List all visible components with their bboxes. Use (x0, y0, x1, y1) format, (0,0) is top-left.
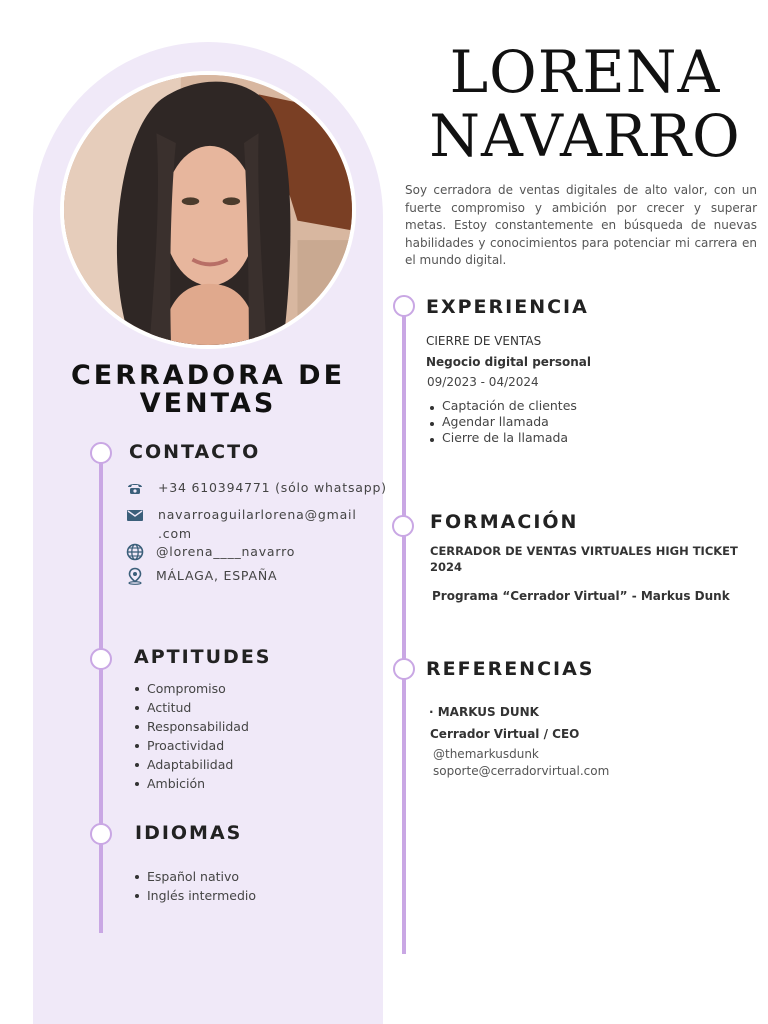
experience-dates: 09/2023 - 04/2024 (427, 375, 539, 389)
reference-role: Cerrador Virtual / CEO (430, 727, 580, 741)
education-program: Programa “Cerrador Virtual” - Markus Dunk (432, 589, 730, 603)
list-item: Ambición (133, 774, 249, 793)
contact-location (126, 566, 277, 585)
list-item: Español nativo (133, 867, 256, 886)
location-pin-icon (126, 567, 144, 585)
phone-icon (126, 479, 144, 497)
full-name (400, 40, 768, 168)
reference-handle[interactable]: @themarkusdunk (433, 747, 539, 761)
skills-heading: APTITUDES (134, 646, 272, 668)
list-item: Adaptabilidad (133, 755, 249, 774)
contact-email (126, 505, 357, 543)
languages-list (133, 867, 256, 905)
contact-instagram (126, 542, 295, 561)
contact-dot (90, 442, 112, 464)
reference-email[interactable]: soporte@cerradorvirtual.com (433, 764, 610, 778)
email-line2: .com (158, 526, 192, 541)
profile-summary: Soy cerradora de ventas digitales de alto valor, con un fuerte compromiso y ambición por crecer y superar metas. Estoy constantemente en búsqueda de nuevas habilidades y conocimientos para potenciar mi carrera en el mundo digital. (405, 183, 757, 267)
education-dot (392, 515, 414, 537)
education-heading: FORMACIÓN (430, 511, 579, 533)
contact-heading: CONTACTO (129, 441, 261, 463)
location-text: MÁLAGA, ESPAÑA (156, 568, 278, 583)
list-item: Responsabilidad (133, 717, 249, 736)
list-item: Cierre de la llamada (428, 430, 577, 446)
experience-heading: EXPERIENCIA (426, 296, 589, 318)
experience-company: Negocio digital personal (426, 355, 591, 369)
experience-tasks (428, 398, 577, 446)
list-item: Compromiso (133, 679, 249, 698)
references-dot (393, 658, 415, 680)
references-heading: REFERENCIAS (426, 658, 595, 680)
list-item: Proactividad (133, 736, 249, 755)
email-line1: navarroaguilarlorena@gmail (158, 507, 357, 522)
languages-dot (90, 823, 112, 845)
mail-icon (126, 506, 144, 524)
name-line2: NAVARRO (429, 102, 741, 170)
profile-photo (60, 71, 356, 349)
list-item: Inglés intermedio (133, 886, 256, 905)
languages-heading: IDIOMAS (135, 822, 243, 844)
experience-dot (393, 295, 415, 317)
contact-phone (126, 478, 387, 497)
experience-role: CIERRE DE VENTAS (426, 334, 542, 348)
list-item: Agendar llamada (428, 414, 577, 430)
job-title (60, 362, 356, 418)
job-title-line1: CERRADORA DE (70, 360, 346, 391)
list-item: Actitud (133, 698, 249, 717)
instagram-text[interactable]: @lorena____navarro (156, 544, 296, 559)
right-timeline (402, 306, 406, 954)
globe-icon (126, 543, 144, 561)
name-line1: LORENA (449, 38, 721, 106)
skills-list (133, 679, 249, 793)
job-title-line2: VENTAS (139, 388, 277, 419)
list-item: Captación de clientes (428, 398, 577, 414)
skills-dot (90, 648, 112, 670)
phone-text[interactable]: +34 610394771 (sólo whatsapp) (158, 480, 387, 495)
email-text[interactable] (158, 505, 357, 543)
left-timeline (99, 455, 103, 933)
reference-name: · MARKUS DUNK (429, 705, 539, 719)
education-course: CERRADOR DE VENTAS VIRTUALES HIGH TICKET 2024 (430, 544, 738, 574)
